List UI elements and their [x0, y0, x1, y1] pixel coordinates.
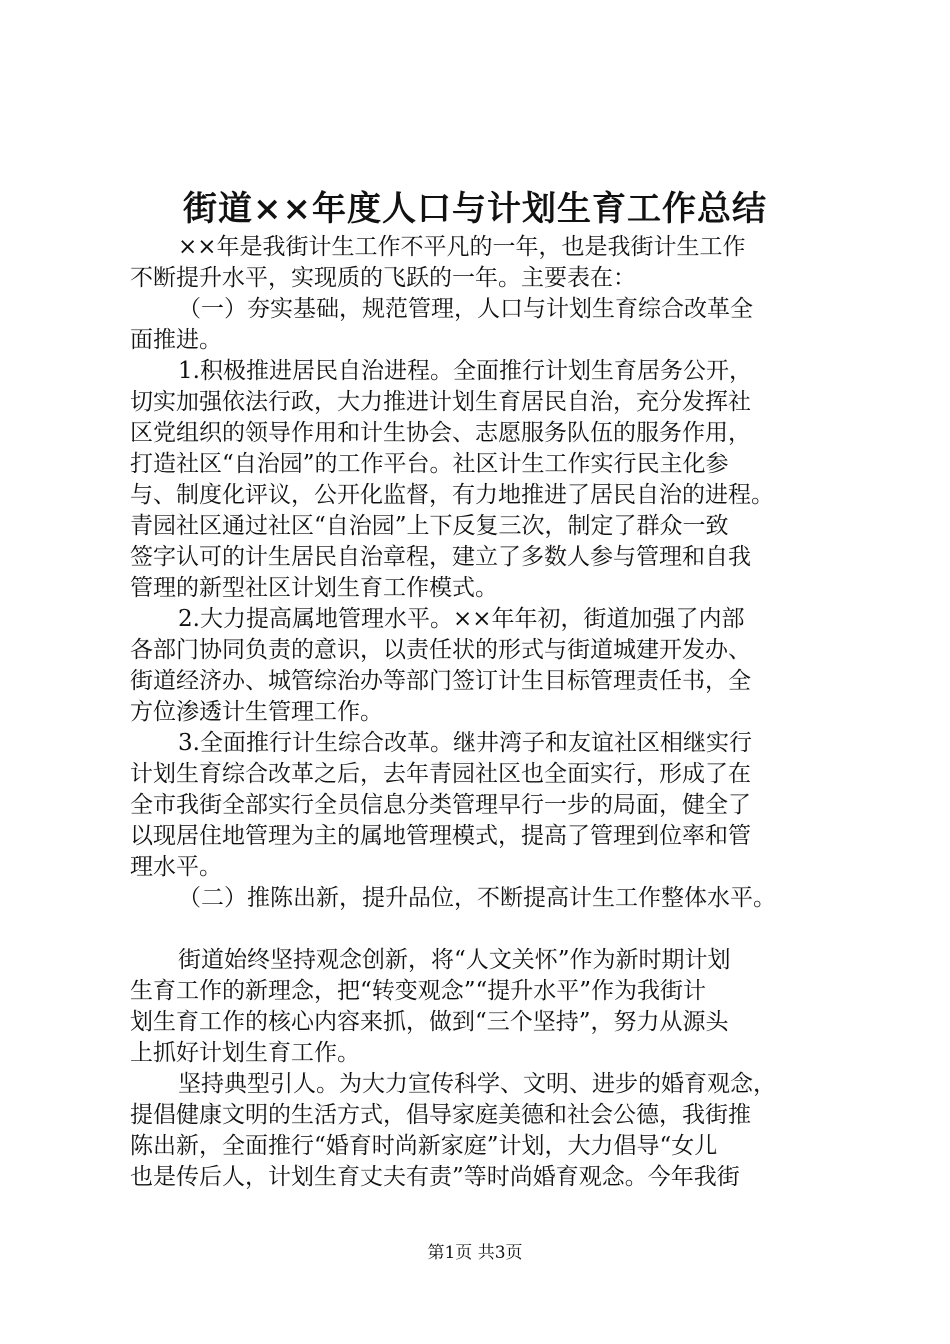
body-line: 也是传后人，计划生育丈夫有责”等时尚婚育观念。今年我街 [130, 1164, 740, 1190]
blank-line [130, 914, 835, 945]
body-line: 计划生育综合改革之后，去年青园社区也全面实行，形成了在 [130, 761, 751, 787]
body-line: 理水平。 [130, 854, 222, 880]
body-line: 陈出新，全面推行“婚育时尚新家庭”计划，大力倡导“女儿 [130, 1133, 718, 1159]
body-line: 管理的新型社区计划生育工作模式。 [130, 575, 498, 601]
body-line: 2.大力提高属地管理水平。××年年初，街道加强了内部 [178, 606, 745, 632]
body-line: 划生育工作的核心内容来抓，做到“三个坚持”，努力从源头 [130, 1009, 729, 1035]
body-line: 切实加强依法行政，大力推进计划生育居民自治，充分发挥社 [130, 389, 751, 415]
page-number: 第1页 共3页 [427, 1243, 523, 1263]
body-line: 街道经济办、城管综治办等部门签订计生目标管理责任书，全 [130, 668, 751, 694]
document-title: 街道××年度人口与计划生育工作总结 [183, 189, 767, 229]
body-line: 生育工作的新理念，把“转变观念”“提升水平”作为我街计 [130, 978, 707, 1004]
body-line: 方位渗透计生管理工作。 [130, 699, 383, 725]
section-heading: （一）夯实基础，规范管理，人口与计划生育综合改革全 [178, 296, 753, 322]
body-line: 区党组织的领导作用和计生协会、志愿服务队伍的服务作用， [130, 420, 751, 446]
body-line: 坚持典型引人。为大力宣传科学、文明、进步的婚育观念， [178, 1071, 776, 1097]
body-line: 1.积极推进居民自治进程。全面推行计划生育居务公开， [178, 358, 752, 384]
body-line: 上抓好计划生育工作。 [130, 1040, 360, 1066]
section-heading: （二）推陈出新，提升品位，不断提高计生工作整体水平。 [178, 885, 776, 911]
body-line: 街道始终坚持观念创新，将“人文关怀”作为新时期计划 [178, 947, 731, 973]
body-line: 与、制度化评议，公开化监督，有力地推进了居民自治的进程。 [130, 482, 774, 508]
body-line: 打造社区“自治园”的工作平台。社区计生工作实行民主化参 [130, 451, 729, 477]
body-line: 以现居住地管理为主的属地管理模式，提高了管理到位率和管 [130, 823, 751, 849]
body-line: 各部门协同负责的意识，以责任状的形式与街道城建开发办、 [130, 637, 751, 663]
body-line: ××年是我街计生工作不平凡的一年，也是我街计生工作 [178, 234, 746, 260]
body-line: 签字认可的计生居民自治章程，建立了多数人参与管理和自我 [130, 544, 751, 570]
body-line: 全市我街全部实行全员信息分类管理早行一步的局面，健全了 [130, 792, 751, 818]
body-line: 青园社区通过社区“自治园”上下反复三次，制定了群众一致 [130, 513, 729, 539]
document-body [130, 232, 835, 1193]
body-line: 3.全面推行计生综合改革。继井湾子和友谊社区相继实行 [178, 730, 752, 756]
body-line: 提倡健康文明的生活方式，倡导家庭美德和社会公德，我街推 [130, 1102, 751, 1128]
body-line: 不断提升水平，实现质的飞跃的一年。主要表在： [130, 265, 636, 291]
body-line: 面推进。 [130, 327, 222, 353]
